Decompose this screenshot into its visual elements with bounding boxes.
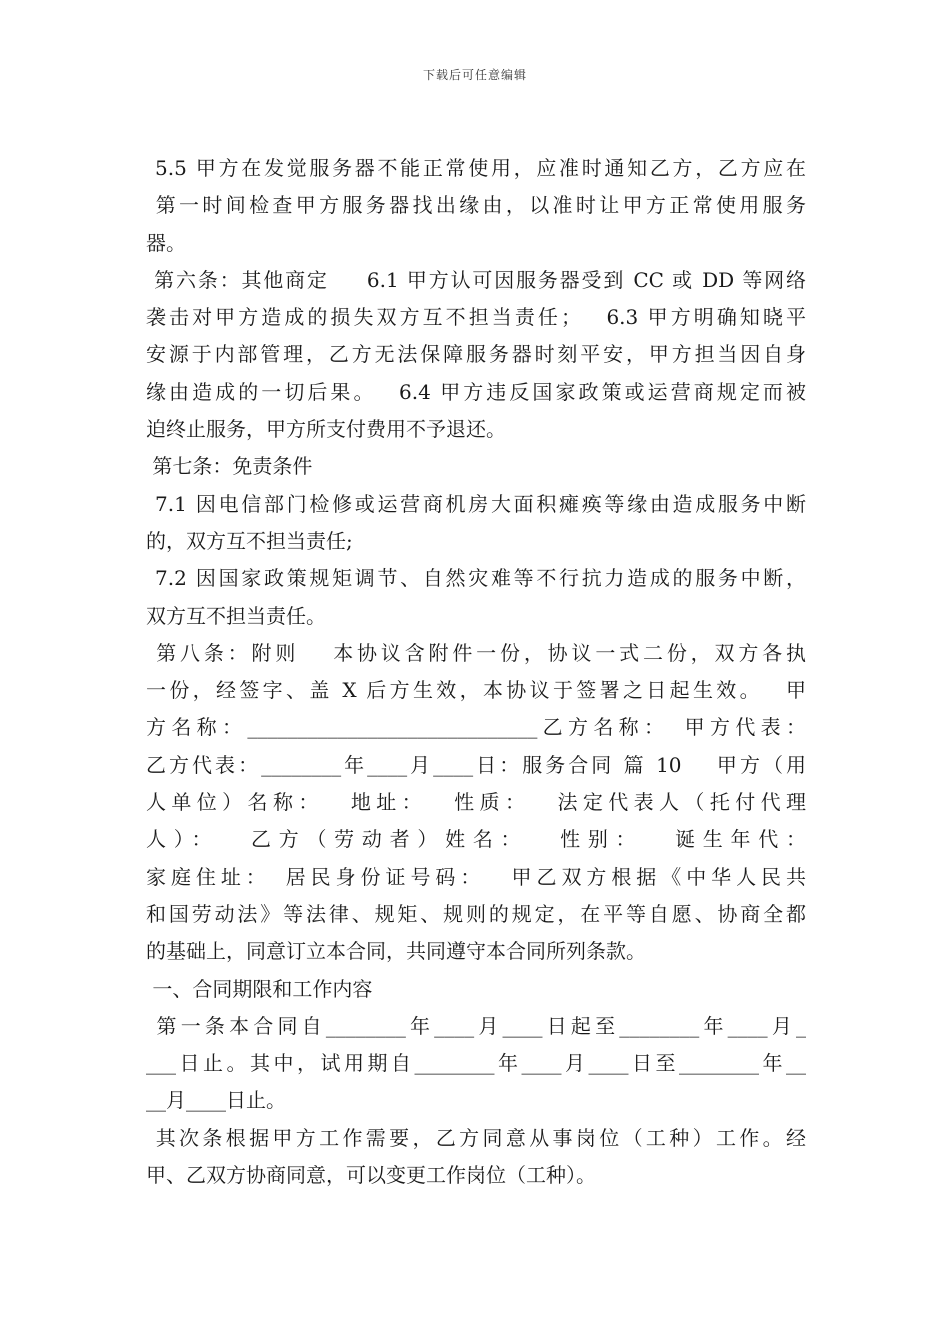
text-line: 一份，经签字、盖 X 后方生效，本协议于签署之日起生效。 甲 xyxy=(146,678,806,703)
text-line: 其次条根据甲方工作需要，乙方同意从事岗位（工种）工作。经 xyxy=(146,1125,806,1150)
text-line: ___日止。其中，试用期自________年____月____日至________年__ xyxy=(146,1051,806,1076)
document-body xyxy=(146,150,806,1194)
text-line: 7.1 因电信部门检修或运营商机房大面积瘫痪等缘由造成服务中断 xyxy=(146,491,806,516)
text-line: __月____日止。 xyxy=(146,1088,286,1113)
text-line: 人）： 乙方（劳动者）姓名： 性别： 诞生年代： xyxy=(146,827,806,852)
text-line: 第一时间检查甲方服务器找出缘由，以准时让甲方正常使用服务 xyxy=(146,193,806,218)
text-line: 安源于内部管理，乙方无法保障服务器时刻平安，甲方担当因自身 xyxy=(146,342,806,367)
text-line: 7.2 因国家政策规矩调节、自然灾难等不行抗力造成的服务中断， xyxy=(146,566,806,591)
text-line: 器。 xyxy=(146,230,186,255)
text-line: 的，双方互不担当责任; xyxy=(146,528,353,553)
text-line: 甲、乙双方协商同意，可以变更工作岗位（工种）。 xyxy=(146,1163,596,1188)
text-line: 家庭住址： 居民身份证号码： 甲乙双方根据《中华人民共 xyxy=(146,864,806,889)
text-line: 一、合同期限和工作内容 xyxy=(146,976,373,1001)
text-line: 缘由造成的一切后果。 6.4 甲方违反国家政策或运营商规定而被 xyxy=(146,379,806,404)
text-line: 和国劳动法》等法律、规矩、规则的规定，在平等自愿、协商全都 xyxy=(146,901,806,926)
text-line: 的基础上，同意订立本合同，共同遵守本合同所列条款。 xyxy=(146,939,646,964)
header-note: 下载后可任意编辑 xyxy=(422,68,527,82)
text-line: 双方互不担当责任。 xyxy=(146,603,326,628)
text-line: 迫终止服务，甲方所支付费用不予退还。 xyxy=(146,417,506,442)
text-line: 袭击对甲方造成的损失双方互不担当责任； 6.3 甲方明确知晓平 xyxy=(146,305,806,330)
text-line: 第六条：其他商定 6.1 甲方认可因服务器受到 CC 或 DD 等网络 xyxy=(146,267,806,292)
text-line: 人单位）名称： 地址： 性质： 法定代表人（托付代理 xyxy=(146,790,806,815)
text-line: 乙方代表：________年____月____日：服务合同 篇 10 甲方（用 xyxy=(146,752,806,777)
text-line: 方名称：_____________________________乙方名称： 甲方代表： xyxy=(146,715,806,740)
text-line: 第一条本合同自________年____月____日起至________年____月_ xyxy=(146,1013,806,1038)
text-line: 第七条：免责条件 xyxy=(146,454,313,479)
text-line: 第八条：附则 本协议含附件一份，协议一式二份，双方各执 xyxy=(146,640,806,665)
text-line: 5.5 甲方在发觉服务器不能正常使用，应准时通知乙方，乙方应在 xyxy=(146,156,806,180)
